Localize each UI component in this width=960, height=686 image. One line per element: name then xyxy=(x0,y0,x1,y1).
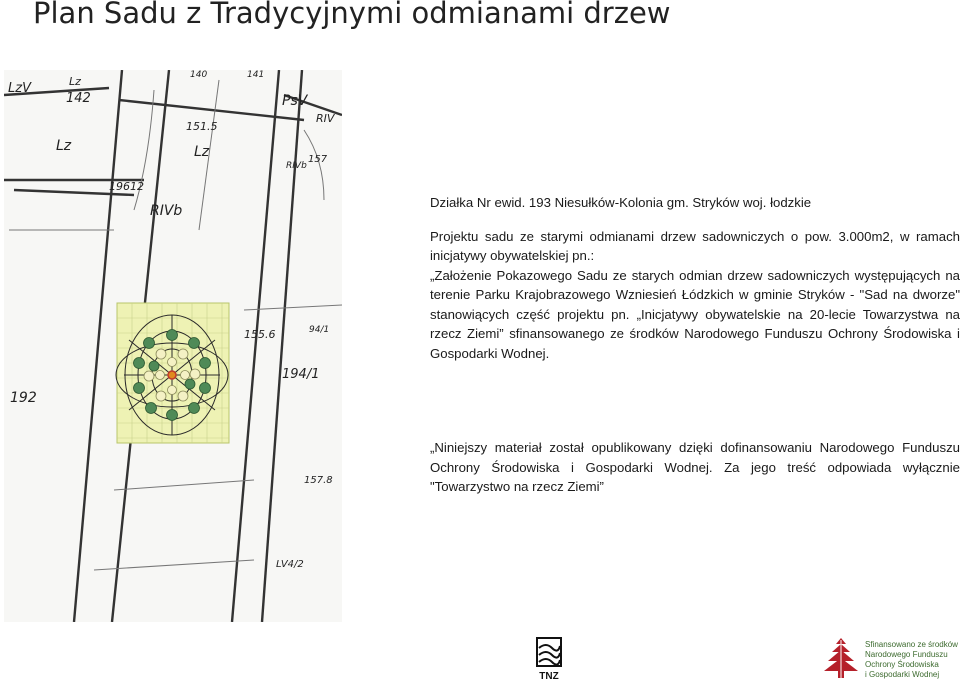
map-label: 141 xyxy=(247,70,265,80)
map-label: 19612 xyxy=(109,180,144,193)
map-label: LV4/2 xyxy=(276,559,304,570)
map-label: Lz xyxy=(56,138,72,154)
map-label: Lz xyxy=(194,144,210,160)
project-intro: Projektu sadu ze starymi odmianami drzew sadowniczych o pow. 3.000m2, w ramach inicjatywy obywatelskiej pn.: xyxy=(430,228,960,263)
map-label: 151.5 xyxy=(186,120,218,133)
project-body: „Założenie Pokazowego Sadu ze starych odmian drzew sadowniczych występujących na terenie Parku Krajobrazowego Wzniesień Łódzkich w gminie Stryków - "Sad na dworze" stanowiących część projektu pn. „Inicjatywy obywatelskie na 20-lecie Towarzystwa na rzecz Ziemi” sfinansowanego ze środków Narodowego Funduszu Ochrony Środowiska i Gospodarki Wodnej. xyxy=(430,267,960,361)
map-label: 157.8 xyxy=(304,475,333,486)
page-title: Plan Sadu z Tradycyjnymi odmianami drzew xyxy=(33,0,671,30)
map-label: 155.6 xyxy=(244,328,276,341)
map-label: 157 xyxy=(308,154,328,165)
map-drawing xyxy=(4,70,342,622)
nfos-logo xyxy=(818,634,864,680)
map-label: PsV xyxy=(282,93,308,109)
nfos-line: Narodowego Funduszu xyxy=(865,650,948,659)
nfos-line: i Gospodarki Wodnej xyxy=(865,670,940,679)
map-label: 192 xyxy=(10,390,37,406)
nfos-line: Ochrony Środowiska xyxy=(865,660,939,669)
tnz-logo-text: TNZ xyxy=(539,671,559,681)
tnz-logo xyxy=(532,636,566,681)
map-label: 94/1 xyxy=(309,325,330,335)
cadastral-map xyxy=(4,70,342,622)
plot-info: Działka Nr ewid. 193 Niesułków-Kolonia gm. Stryków woj. łodzkie xyxy=(430,195,812,210)
nfos-line: Sfinansowano ze środków xyxy=(865,640,958,649)
nfos-tree-icon xyxy=(818,634,864,680)
map-label: Lz xyxy=(69,75,81,88)
map-label: RIVb xyxy=(150,203,183,219)
map-label: RIV xyxy=(316,112,335,125)
project-description xyxy=(430,193,960,363)
map-label: 140 xyxy=(190,70,208,80)
tnz-logo-icon xyxy=(532,636,566,681)
orchard-plan xyxy=(116,303,229,443)
nfos-caption xyxy=(865,640,958,680)
map-label: RIVb xyxy=(286,161,307,171)
map-label: 142 xyxy=(66,91,91,106)
acknowledgement-text: „Niniejszy materiał został opublikowany dzięki dofinansowaniu Narodowego Funduszu Ochrony Środowiska i Gospodarki Wodnej. Za jego treść odpowiada wyłącznie "Towarzystwo na rzecz Ziemi” xyxy=(430,440,960,494)
map-label: LzV xyxy=(8,81,31,96)
map-label: 194/1 xyxy=(282,367,320,382)
